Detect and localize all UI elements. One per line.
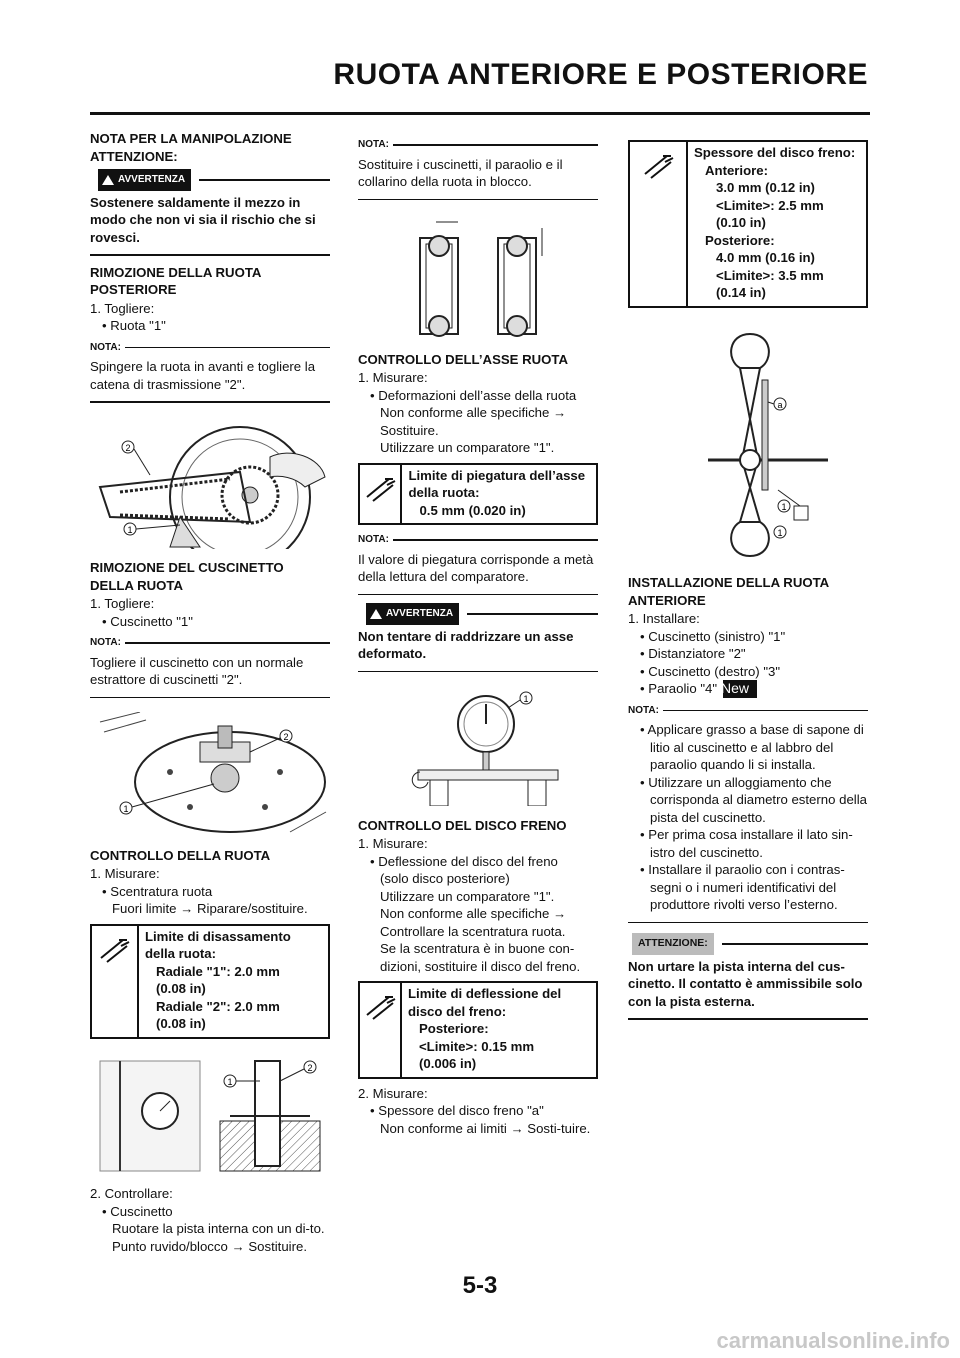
callout-2: 2 bbox=[307, 1062, 313, 1073]
column-left bbox=[90, 130, 330, 1255]
column-right bbox=[628, 130, 868, 1028]
detail-text: Non conforme ai limiti → Sosti-tuire. bbox=[380, 1120, 591, 1136]
warning-text: Sostenere saldamente il mezzo in modo che non vi sia il rischio che si rovesci. bbox=[90, 194, 316, 245]
list-item: • Cuscinetto (sinistro) "1" bbox=[640, 628, 786, 644]
detail-text: Ruotare la pista interna con un di-to. bbox=[112, 1221, 325, 1236]
callout-1: 1 bbox=[781, 501, 787, 512]
step-text: 1. Misurare: bbox=[358, 836, 428, 851]
callout-2: 2 bbox=[283, 732, 289, 742]
callout-2: 2 bbox=[125, 442, 131, 453]
caution-header bbox=[628, 933, 868, 955]
list-item: • Scentratura ruota bbox=[102, 883, 213, 899]
page-number: 5-3 bbox=[462, 1272, 498, 1299]
nota-list-item: • Utilizzare un alloggiamento che corrisponda al diametro esterno della pista del cuscinetto. bbox=[640, 774, 867, 825]
list-item: • Spessore del disco freno "a" bbox=[370, 1103, 544, 1118]
warning-icon bbox=[102, 175, 114, 185]
detail-text: Punto ruvido/blocco → Sostituire. bbox=[112, 1238, 307, 1254]
rear-wheel-chain-illustration bbox=[90, 417, 330, 549]
nota-header: NOTA: bbox=[358, 531, 598, 549]
detail-text: Sostituire. bbox=[380, 422, 439, 438]
section-title-wheel-check: CONTROLLO DELLA RUOTA bbox=[90, 847, 271, 863]
list-item: • Ruota "1" bbox=[102, 318, 166, 333]
caution-text: Non urtare la pista interna del cus-cinetto. Il contatto è ammissibile solo con la pista esterna. bbox=[628, 958, 863, 1009]
nota-text: Spingere la ruota in avanti e togliere la catena di trasmissione "2". bbox=[90, 359, 316, 392]
dial-gauge-axle-illustration bbox=[358, 686, 598, 806]
spec-box-runout: Limite di disassamento della ruota: Radiale "1": 2.0 mm (0.08 in) Radiale "2": 2.0 mm (0.08 in) bbox=[90, 924, 330, 1039]
warning-text: Non tentare di raddrizzare un asse deformato. bbox=[358, 628, 574, 661]
callout-a: a bbox=[777, 399, 783, 410]
caliper-icon bbox=[97, 936, 131, 966]
nota-header: NOTA: bbox=[90, 634, 330, 652]
step-text: 1. Installare: bbox=[628, 611, 700, 626]
section-title-handling: NOTA PER LA MANIPOLAZIONE ATTENZIONE: bbox=[90, 131, 292, 164]
step-text: 2. Misurare: bbox=[358, 1085, 428, 1101]
detail-text: Non conforme alle specifiche → bbox=[380, 906, 567, 921]
step-text: 1. Togliere: bbox=[90, 300, 155, 316]
detail-text: Se la scentratura è in buone con-dizioni, sostituire il disco del freno. bbox=[380, 941, 581, 974]
step-text: 1. Misurare: bbox=[358, 370, 428, 385]
nota-header: NOTA: bbox=[90, 339, 330, 357]
list-item: • Deformazioni dell’asse della ruota bbox=[370, 387, 577, 403]
section-title-axle-check: CONTROLLO DELL’ASSE RUOTA bbox=[358, 351, 569, 367]
nota-list-item: • Applicare grasso a base di sapone di litio al cuscinetto e al labbro del paraolio quando li si installa. bbox=[640, 722, 864, 772]
warning-header bbox=[358, 603, 598, 625]
list-item: • Distanziatore "2" bbox=[640, 646, 746, 661]
caliper-icon bbox=[363, 993, 397, 1023]
warning-header bbox=[90, 169, 330, 191]
disc-thickness-illustration bbox=[628, 320, 868, 564]
list-item: • Deflessione del disco del freno bbox=[370, 853, 558, 869]
section-title-front-wheel-install: INSTALLAZIONE DELLA RUOTA ANTERIORE bbox=[628, 575, 829, 608]
column-middle bbox=[358, 130, 598, 1137]
section-title-bearing-removal: RIMOZIONE DEL CUSCINETTO DELLA RUOTA bbox=[90, 560, 284, 593]
step-text: 2. Controllare: bbox=[90, 1186, 173, 1201]
detail-text: Utilizzare un comparatore "1". bbox=[380, 440, 555, 455]
list-item: • Cuscinetto "1" bbox=[102, 613, 193, 629]
step-text: 1. Togliere: bbox=[90, 596, 155, 611]
spec-box-disc-thickness: Spessore del disco freno: Anteriore: 3.0 mm (0.12 in) <Limite>: 2.5 mm (0.10 in) Posteriore: 4.0 mm (0.16 in) <Limite>: 3.5 mm (0.14 in) bbox=[628, 140, 868, 308]
callout-1: 1 bbox=[523, 694, 529, 704]
callout-1: 1 bbox=[227, 1076, 233, 1087]
warning-badge: AVVERTENZA bbox=[98, 169, 191, 191]
watermark: carmanualsonline.info bbox=[716, 1328, 950, 1353]
section-title-rear-wheel-removal: RIMOZIONE DELLA RUOTA POSTERIORE bbox=[90, 264, 261, 297]
callout-1: 1 bbox=[127, 524, 133, 535]
wheel-runout-illustration bbox=[90, 1051, 330, 1175]
spec-box-axle-bend: Limite di piegatura dell’asse della ruota: 0.5 mm (0.020 in) bbox=[358, 463, 598, 526]
detail-text: Controllare la scentratura ruota. bbox=[380, 923, 566, 939]
spec-box-disc-deflection: Limite di deflessione del disco del freno: Posteriore: <Limite>: 0.15 mm (0.006 in) bbox=[358, 981, 598, 1079]
caliper-icon bbox=[641, 152, 675, 182]
header-rule bbox=[90, 112, 870, 115]
nota-text: Il valore di piegatura corrisponde a metà della lettura del comparatore. bbox=[358, 551, 594, 584]
bearing-puller-illustration bbox=[90, 712, 330, 836]
list-item: • Cuscinetto (destro) "3" bbox=[640, 663, 781, 679]
detail-text: Fuori limite → Riparare/sostituire. bbox=[112, 901, 308, 916]
nota-header: NOTA: bbox=[628, 702, 868, 720]
detail-text: (solo disco posteriore) bbox=[380, 871, 510, 886]
nota-list-item: • Per prima cosa installare il lato sin-istro del cuscinetto. bbox=[640, 827, 853, 860]
list-item: • Paraolio "4" New bbox=[628, 680, 868, 698]
new-badge: New bbox=[723, 680, 757, 698]
detail-text: Utilizzare un comparatore "1". bbox=[380, 888, 555, 904]
callout-1: 1 bbox=[123, 804, 129, 814]
caution-badge: ATTENZIONE: bbox=[632, 933, 714, 955]
nota-text: Sostituire i cuscinetti, il paraolio e il collarino della ruota in blocco. bbox=[358, 156, 563, 189]
page-title: RUOTA ANTERIORE E POSTERIORE bbox=[333, 58, 868, 91]
axle-bearing-illustration bbox=[358, 214, 598, 340]
nota-list-item: • Installare il paraolio con i contras-segni o i numeri identificativi del produttore rivolti verso l’esterno. bbox=[640, 862, 845, 912]
warning-icon bbox=[370, 609, 382, 619]
caliper-icon bbox=[363, 475, 397, 505]
nota-text: Togliere il cuscinetto con un normale estrattore di cuscinetti "2". bbox=[90, 654, 304, 687]
callout-1: 1 bbox=[777, 527, 783, 538]
list-item: • Cuscinetto bbox=[102, 1203, 173, 1219]
nota-header: NOTA: bbox=[358, 136, 598, 154]
detail-text: Non conforme alle specifiche → bbox=[380, 405, 567, 420]
section-title-disc-check: CONTROLLO DEL DISCO FRENO bbox=[358, 817, 567, 833]
warning-badge: AVVERTENZA bbox=[366, 603, 459, 625]
step-text: 1. Misurare: bbox=[90, 866, 160, 881]
